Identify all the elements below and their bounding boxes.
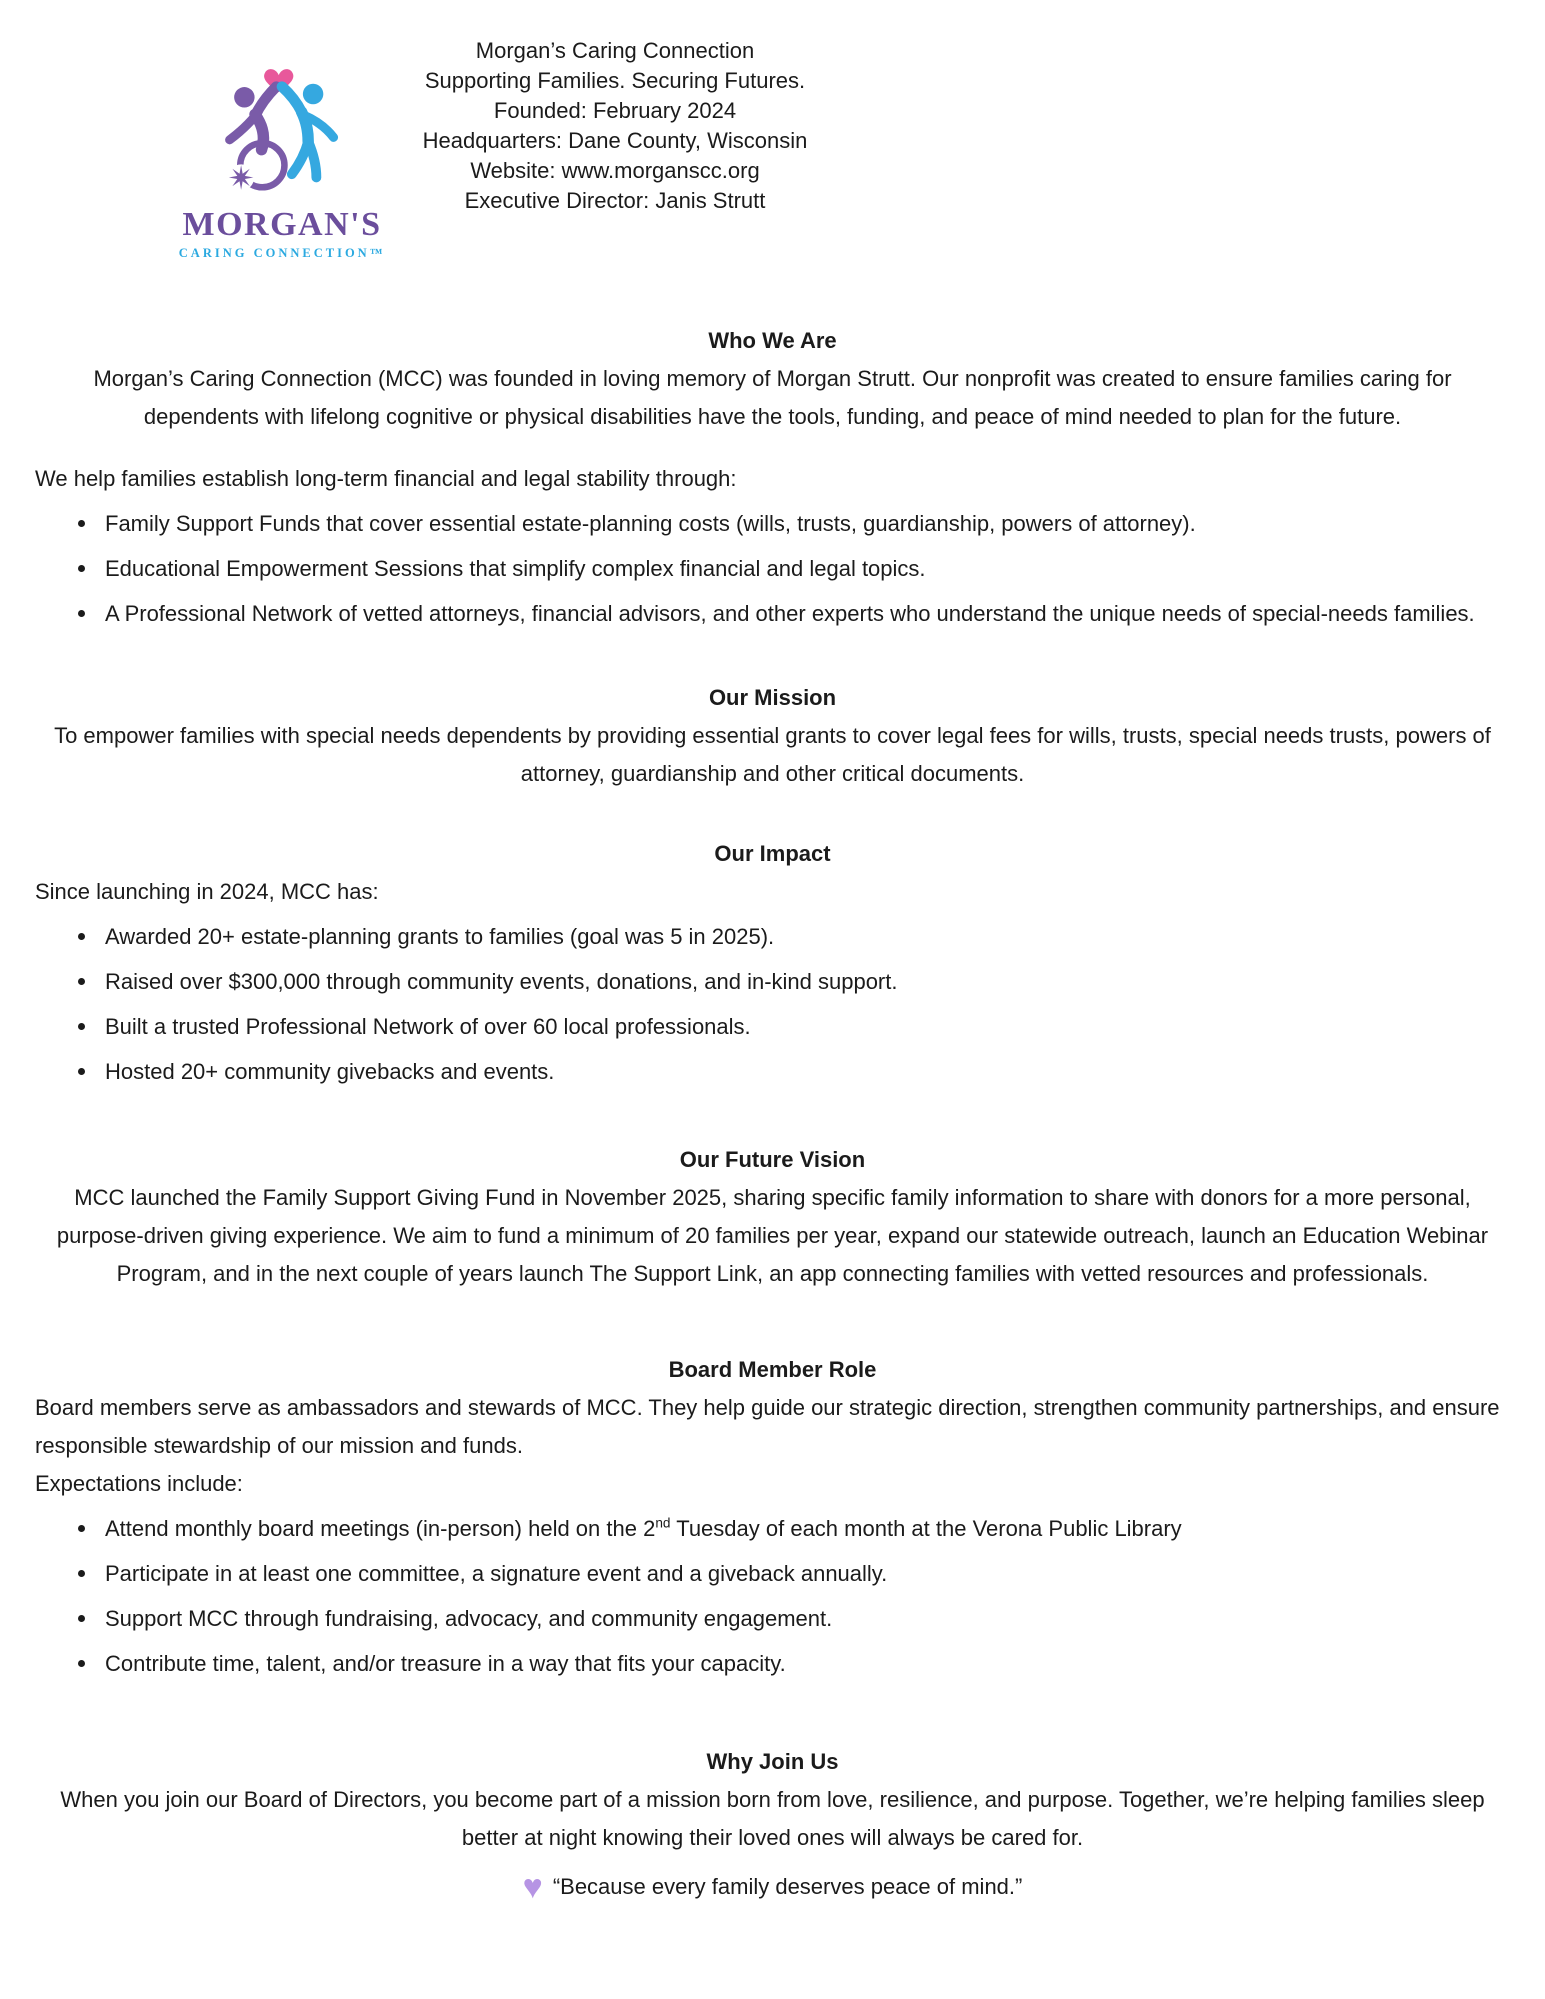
list-item: Hosted 20+ community givebacks and events. <box>105 1053 1510 1091</box>
mission-paragraph: To empower families with special needs dependents by providing essential grants to cover legal fees for wills, trusts, special needs trusts, powers of attorney, guardianship and other critical documents. <box>54 723 1491 786</box>
list-item: Built a trusted Professional Network of over 60 local professionals. <box>105 1008 1510 1046</box>
who-we-are-list <box>35 505 1510 633</box>
impact-intro: Since launching in 2024, MCC has: <box>35 879 379 904</box>
board-expectations-list <box>35 1510 1510 1683</box>
ordinal-superscript: nd <box>655 1515 671 1531</box>
list-item: Contribute time, talent, and/or treasure in a way that fits your capacity. <box>105 1645 1510 1683</box>
logo-tagline: CARING CONNECTION™ <box>178 246 386 260</box>
future-vision-paragraph: MCC launched the Family Support Giving Fund in November 2025, sharing specific family information to share with donors for a more personal, purpose-driven giving experience. We aim to fund a minimum of 20 families per year, expand our statewide outreach, launch an Education Webinar Program, and in the next couple of years launch The Support Link, an app connecting families with vetted resources and professionals. <box>56 1185 1489 1286</box>
organization-logo <box>175 54 389 261</box>
expectations-label: Expectations include: <box>35 1471 243 1496</box>
list-item: A Professional Network of vetted attorneys, financial advisors, and other experts who understand the unique needs of special-needs families. <box>105 595 1510 633</box>
section-heading-impact: Our Impact <box>714 841 831 866</box>
page-header <box>35 0 1510 274</box>
section-heading-why-join: Why Join Us <box>706 1749 839 1774</box>
list-item: Raised over $300,000 through community events, donations, and in-kind support. <box>105 963 1510 1001</box>
closing-quote-text: “Because every family deserves peace of mind.” <box>552 1874 1023 1899</box>
impact-list <box>35 918 1510 1091</box>
section-heading-mission: Our Mission <box>708 685 837 710</box>
meeting-bullet-text-cont: Tuesday of each month at the Verona Public Library <box>670 1516 1182 1541</box>
list-item: Awarded 20+ estate-planning grants to families (goal was 5 in 2025). <box>105 918 1510 956</box>
list-item: Family Support Funds that cover essential estate-planning costs (wills, trusts, guardianship, powers of attorney). <box>105 505 1510 543</box>
org-headquarters-line: Headquarters: Dane County, Wisconsin <box>422 128 808 153</box>
org-name-line: Morgan’s Caring Connection <box>475 38 755 63</box>
logo-wordmark: MORGAN'S <box>182 206 382 243</box>
org-slogan-line: Supporting Families. Securing Futures. <box>424 68 806 93</box>
board-role-paragraph: Board members serve as ambassadors and stewards of MCC. They help guide our strategic direction, strengthen community partnerships, and ensure responsible stewardship of our mission and funds. <box>35 1395 1500 1458</box>
list-item <box>105 1510 1510 1548</box>
closing-quote-line <box>35 1867 1510 1907</box>
org-founded-line: Founded: February 2024 <box>493 98 737 123</box>
section-heading-who-we-are: Who We Are <box>708 328 837 353</box>
org-director-line: Executive Director: Janis Strutt <box>464 188 766 213</box>
list-item: Educational Empowerment Sessions that simplify complex financial and legal topics. <box>105 550 1510 588</box>
purple-heart-icon: ♥ <box>522 1868 543 1906</box>
section-heading-board-role: Board Member Role <box>668 1357 877 1382</box>
who-we-are-paragraph: Morgan’s Caring Connection (MCC) was founded in loving memory of Morgan Strutt. Our nonprofit was created to ensure families caring for dependents with lifelong cognitive or physical disabilities have the tools, funding, and peace of mind needed to plan for the future. <box>93 366 1452 429</box>
section-heading-future-vision: Our Future Vision <box>679 1147 866 1172</box>
list-item: Support MCC through fundraising, advocacy, and community engagement. <box>105 1600 1510 1638</box>
why-join-paragraph: When you join our Board of Directors, you become part of a mission born from love, resilience, and purpose. Together, we’re helping families sleep better at night knowing their loved ones will always be cared for. <box>60 1787 1485 1850</box>
list-item: Participate in at least one committee, a signature event and a giveback annually. <box>105 1555 1510 1593</box>
who-we-are-list-intro: We help families establish long-term financial and legal stability through: <box>35 466 737 491</box>
org-website-line: Website: www.morganscc.org <box>470 158 760 183</box>
caring-connection-figures-icon <box>192 54 372 206</box>
meeting-bullet-text: Attend monthly board meetings (in-person) held on the 2 <box>105 1516 656 1541</box>
